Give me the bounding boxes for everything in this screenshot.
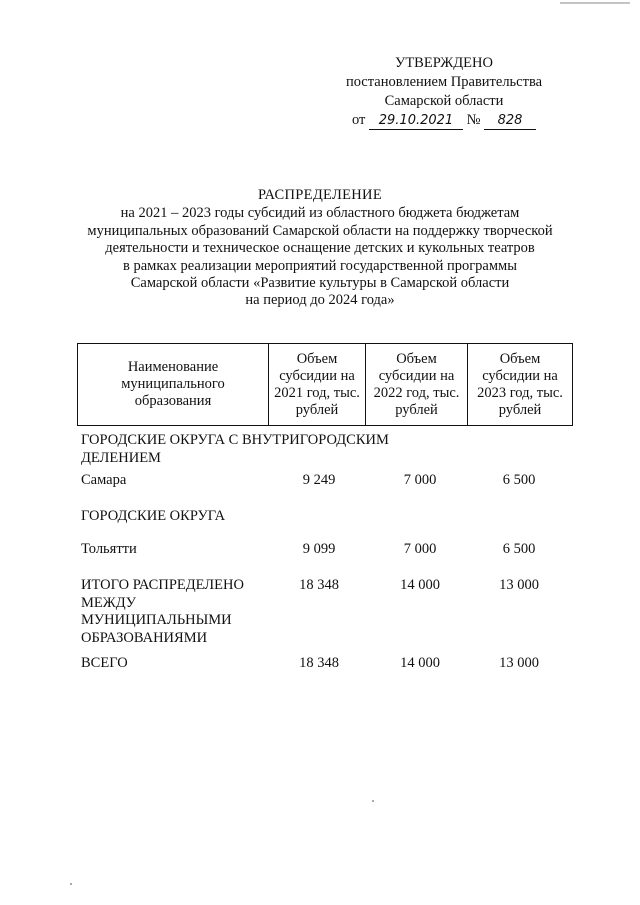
value-2021: 18 348 <box>299 577 339 593</box>
title-line: деятельности и техническое оснащение детских и кукольных театров <box>105 240 535 257</box>
header-2021: Объем субсидии на 2021 год, тыс. рублей <box>269 344 366 426</box>
header-2022: Объем субсидии на 2022 год, тыс. рублей <box>366 344 468 426</box>
value-2023: 6 500 <box>502 541 536 557</box>
number-prefix: № <box>466 112 481 128</box>
value-2021: 18 348 <box>299 655 339 671</box>
title-heading: РАСПРЕДЕЛЕНИЕ <box>258 187 382 203</box>
title-line: на период до 2024 года» <box>245 292 395 309</box>
distribution-table-header <box>77 343 573 426</box>
value-2022: 14 000 <box>400 577 440 593</box>
value-2023: 13 000 <box>499 655 539 671</box>
value-2022: 7 000 <box>403 541 437 557</box>
title-line: в рамках реализации мероприятий государственной программы <box>123 257 517 274</box>
title-line: муниципальных образований Самарской области на поддержку творческой <box>87 222 553 239</box>
approval-date-line <box>320 111 568 130</box>
value-2021: 9 099 <box>302 541 336 557</box>
value-2022: 7 000 <box>403 472 437 488</box>
scan-mark <box>372 800 374 802</box>
table-header-row <box>78 344 573 426</box>
section-heading: ГОРОДСКИЕ ОКРУГА С ВНУТРИГОРОДСКИМ ДЕЛЕНИЕМ <box>81 432 389 466</box>
document-title <box>70 187 570 310</box>
approval-title: УТВЕРЖДЕНО <box>395 55 493 71</box>
header-municipality: Наименование муниципального образования <box>78 344 269 426</box>
approval-number: 828 <box>484 113 536 130</box>
total-label: ИТОГО РАСПРЕДЕЛЕНО МЕЖДУ МУНИЦИПАЛЬНЫМИ ОБРАЗОВАНИЯМИ <box>81 577 244 646</box>
approval-region: Самарской области <box>384 93 504 109</box>
municipality-name: Самара <box>81 472 127 488</box>
grand-total-label: ВСЕГО <box>81 655 128 671</box>
value-2022: 14 000 <box>400 655 440 671</box>
value-2023: 6 500 <box>502 472 536 488</box>
approval-block <box>320 54 568 130</box>
scan-mark <box>70 883 72 885</box>
header-2023: Объем субсидии на 2023 год, тыс. рублей <box>468 344 573 426</box>
section-heading: ГОРОДСКИЕ ОКРУГА <box>81 508 226 524</box>
value-2021: 9 249 <box>302 472 336 488</box>
approval-issuer: постановлением Правительства <box>345 74 543 90</box>
municipality-name: Тольятти <box>81 541 137 557</box>
approval-date: 29.10.2021 <box>369 113 463 130</box>
date-prefix: от <box>351 112 366 128</box>
value-2023: 13 000 <box>499 577 539 593</box>
title-line: на 2021 – 2023 годы субсидий из областного бюджета бюджетам <box>120 205 520 222</box>
title-line: Самарской области «Развитие культуры в Самарской области <box>130 275 510 292</box>
scan-mark <box>560 2 630 4</box>
